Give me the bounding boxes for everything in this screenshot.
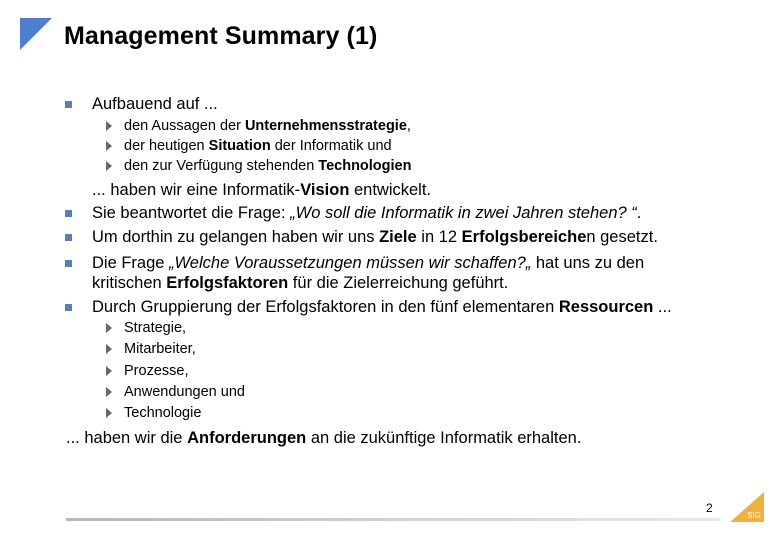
vision-line <box>92 180 431 200</box>
conclusion-text: ... haben wir die <box>66 429 188 447</box>
square-bullet-icon <box>65 260 72 267</box>
item-text: der heutigen <box>124 138 209 154</box>
item-text: der Informatik und <box>270 138 392 154</box>
grouping-text: ... <box>653 298 672 316</box>
square-bullet-icon <box>65 101 72 108</box>
arrow-bullet-icon <box>106 408 112 418</box>
vision-text: entwickelt. <box>349 181 432 199</box>
bullet-goals <box>92 227 658 247</box>
arrow-bullet-icon <box>106 366 112 376</box>
bullet-prereq <box>92 253 644 273</box>
arrow-bullet-icon <box>106 121 112 131</box>
grouping-bold: Ressourcen <box>558 298 654 316</box>
logo-text: SIG <box>747 511 761 520</box>
item-text: den zur Verfügung stehenden <box>124 158 319 174</box>
square-bullet-icon <box>65 210 72 217</box>
footer-divider <box>66 518 720 521</box>
prereq-text: kritischen <box>92 274 167 292</box>
square-bullet-icon <box>65 304 72 311</box>
goals-bold: Ziele <box>379 228 417 246</box>
resource-item <box>124 319 186 337</box>
resource-label: Technologie <box>124 405 202 421</box>
square-bullet-icon <box>65 234 72 241</box>
arrow-bullet-icon <box>106 141 112 151</box>
page-number: 2 <box>706 501 713 515</box>
resource-item <box>124 340 196 358</box>
arrow-bullet-icon <box>106 344 112 354</box>
goals-text: n gesetzt. <box>586 228 658 246</box>
item-text: , <box>406 118 411 134</box>
bullet-prereq-line2 <box>92 273 508 293</box>
prereq-text: für die Zielerreichung geführt. <box>288 274 509 292</box>
item-text: den Aussagen der <box>124 118 245 134</box>
prereq-text: hat uns zu den <box>531 254 645 272</box>
goals-text: in 12 <box>416 228 462 246</box>
question-text: Sie beantwortet die Frage: <box>92 204 291 222</box>
conclusion-text: an die zukünftige Informatik erhalten. <box>306 429 582 447</box>
vision-bold: Vision <box>300 181 350 199</box>
grouping-text: Durch Gruppierung der Erfolgsfaktoren in den fünf elementaren <box>92 298 559 316</box>
vision-text: ... haben wir eine Informatik- <box>92 181 301 199</box>
item-bold: Unternehmensstrategie <box>244 118 407 134</box>
corner-triangle-icon <box>20 18 52 50</box>
resource-item <box>124 404 201 422</box>
conclusion-line <box>66 428 581 448</box>
bullet-grouping <box>92 297 672 317</box>
resource-item <box>124 362 188 380</box>
arrow-bullet-icon <box>106 387 112 397</box>
resource-label: Prozesse, <box>124 363 189 379</box>
question-text: . <box>636 204 642 222</box>
company-logo <box>730 492 764 522</box>
item-bold: Situation <box>208 138 271 154</box>
question-italic: „Wo soll die Informatik in zwei Jahren stehen? “ <box>290 204 637 222</box>
slide-title: Management Summary (1) <box>64 22 378 50</box>
resource-label: Mitarbeiter, <box>124 341 196 357</box>
resource-item <box>124 383 245 401</box>
intro-item <box>124 137 392 155</box>
bullet-question <box>92 203 641 223</box>
prereq-italic: „Welche Voraussetzungen müssen wir schaffen?„ <box>169 254 532 272</box>
goals-bold: Erfolgsbereiche <box>461 228 587 246</box>
intro-text: Aufbauend auf ... <box>92 95 218 113</box>
arrow-bullet-icon <box>106 161 112 171</box>
goals-text: Um dorthin zu gelangen haben wir uns <box>92 228 380 246</box>
arrow-bullet-icon <box>106 323 112 333</box>
intro-item <box>124 117 411 135</box>
prereq-bold: Erfolgsfaktoren <box>166 274 289 292</box>
conclusion-bold: Anforderungen <box>187 429 307 447</box>
prereq-text: Die Frage <box>92 254 170 272</box>
resource-label: Anwendungen und <box>124 384 245 400</box>
resource-label: Strategie, <box>124 320 187 336</box>
bullet-intro <box>92 94 218 114</box>
item-bold: Technologien <box>318 158 412 174</box>
intro-item <box>124 157 411 175</box>
